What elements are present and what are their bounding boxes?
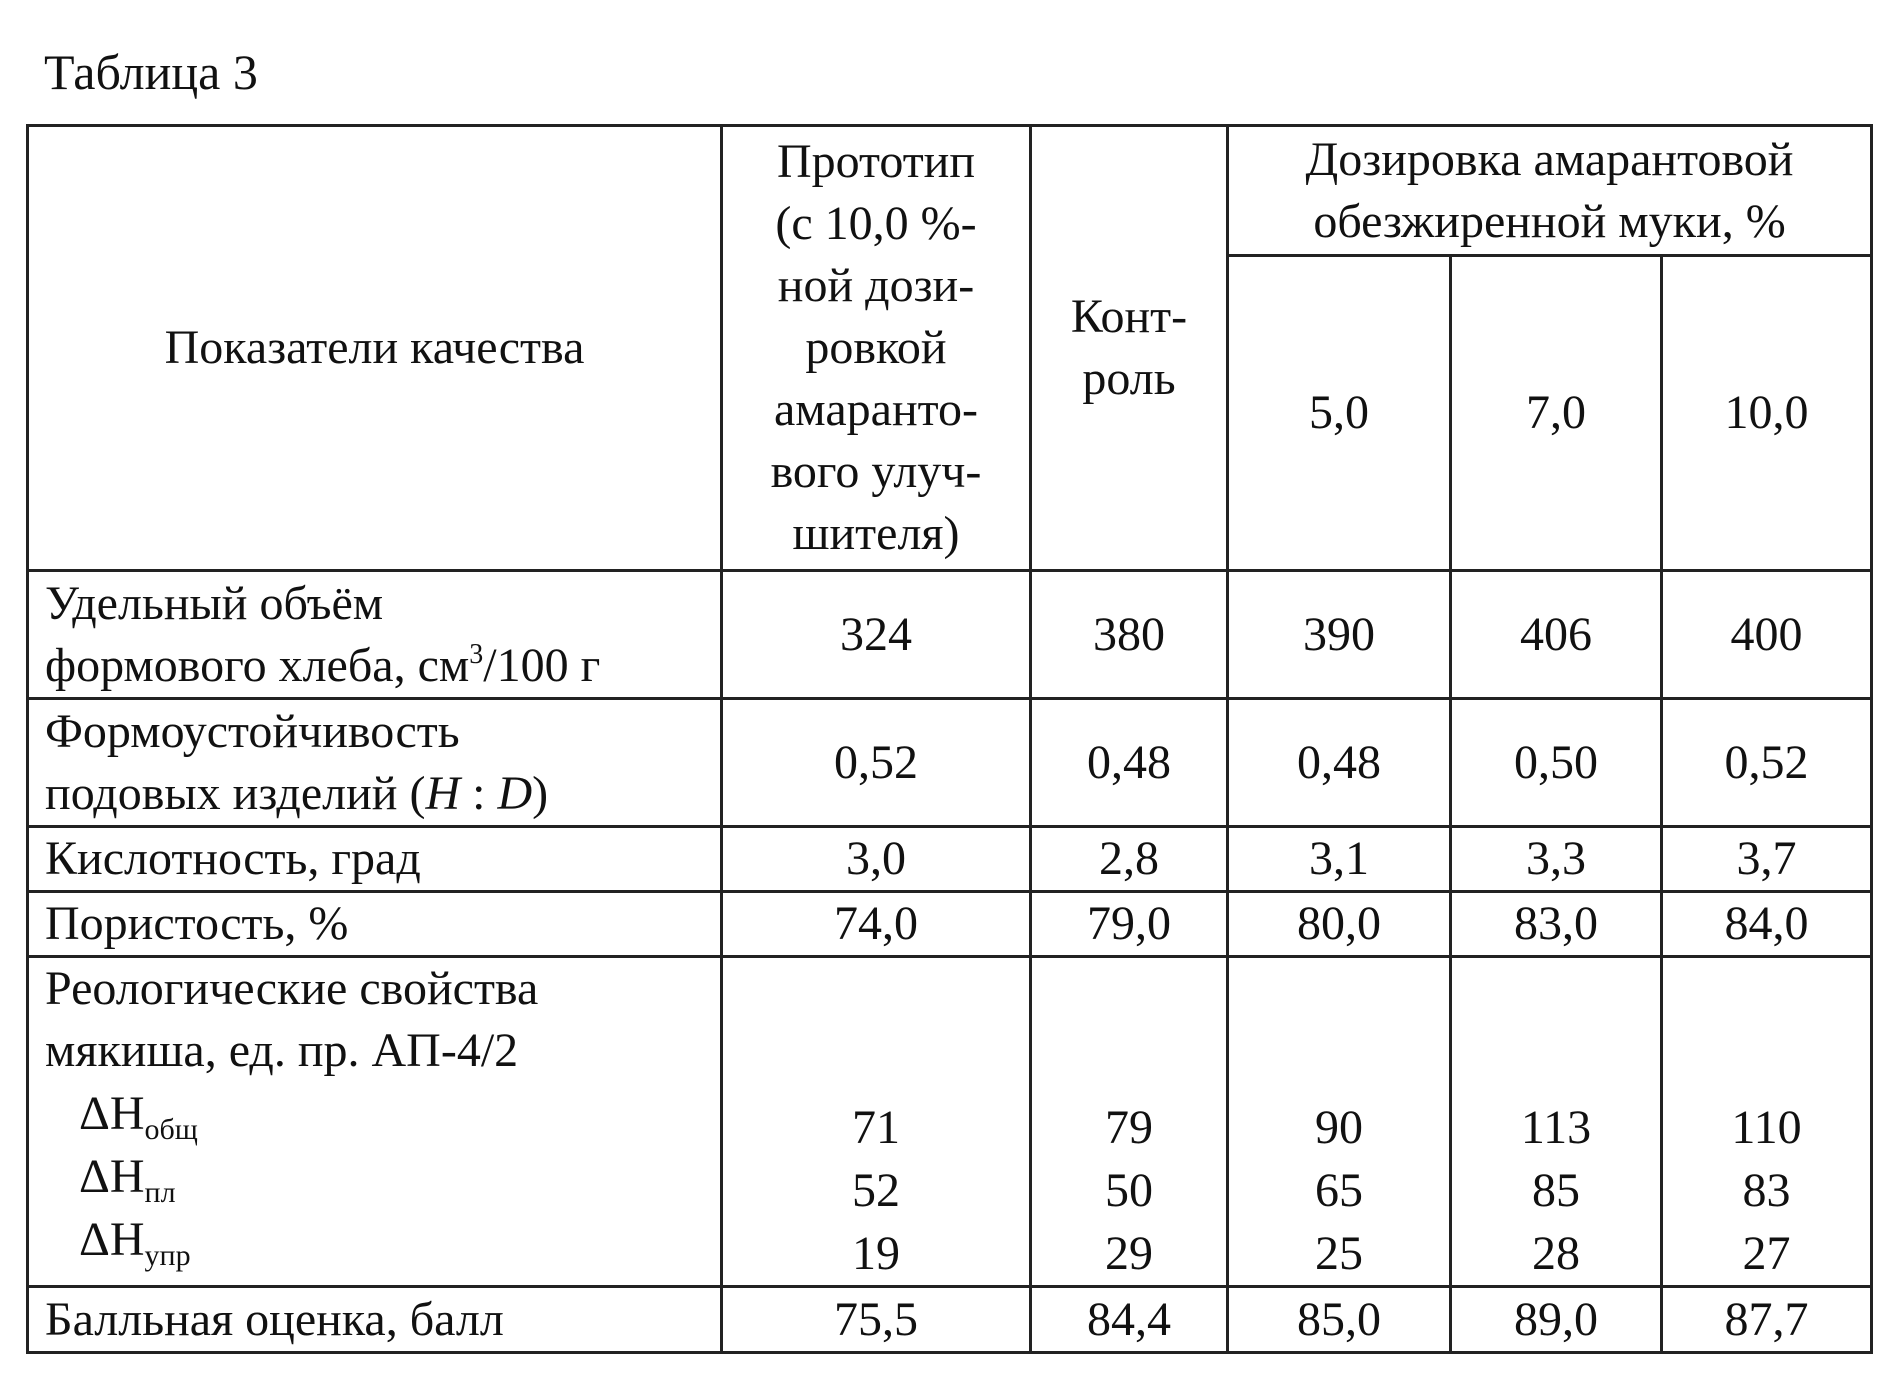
cell-value: 90: [1315, 1101, 1363, 1154]
header-prototype-line: шителя): [792, 507, 960, 560]
rheology-values-5: [1228, 957, 1451, 1287]
row-label-porosity: Пористость, %: [28, 892, 722, 957]
header-dosage-5: 5,0: [1228, 256, 1451, 571]
header-prototype-line: ровкой: [805, 321, 947, 374]
table-row: [28, 892, 1872, 957]
symbol-subscript: пл: [144, 1176, 176, 1209]
row-label-score: Балльная оценка, балл: [28, 1287, 722, 1353]
label-superscript: 3: [469, 638, 484, 670]
cell-value: 390: [1228, 571, 1451, 699]
rheology-symbol: [45, 1145, 712, 1208]
row-label-line: мякиша, ед. пр. АП-4/2: [45, 1024, 519, 1077]
row-label-line: [45, 635, 712, 697]
header-prototype-line: Прототип: [776, 135, 976, 188]
delta-h-symbol: ΔH: [79, 1087, 145, 1140]
cell-value: 75,5: [722, 1287, 1031, 1353]
cell-value: 25: [1315, 1227, 1363, 1280]
cell-value: 87,7: [1662, 1287, 1872, 1353]
cell-value: 28: [1532, 1227, 1580, 1280]
cell-value: 406: [1451, 571, 1662, 699]
label-italic: D: [497, 766, 533, 820]
label-italic: H: [425, 766, 461, 820]
cell-value: 27: [1742, 1227, 1791, 1280]
delta-h-symbol: ΔH: [79, 1213, 145, 1266]
cell-value: 3,1: [1228, 827, 1451, 892]
cell-value: 0,48: [1228, 699, 1451, 827]
cell-value: 84,0: [1662, 892, 1872, 957]
header-prototype: [722, 126, 1031, 571]
cell-value: 3,7: [1662, 827, 1872, 892]
cell-value: 50: [1105, 1164, 1153, 1217]
row-label-line: Реологические свойства: [45, 962, 539, 1015]
cell-value: 52: [852, 1164, 900, 1217]
rheology-values-control: [1031, 957, 1228, 1287]
rheology-symbol: [45, 1082, 712, 1145]
rheology-values-10: [1662, 957, 1872, 1287]
table-row: [28, 571, 1872, 699]
cell-value: 110: [1731, 1101, 1802, 1154]
header-control: [1031, 126, 1228, 571]
header-control-line: роль: [1082, 352, 1176, 405]
table-row: [28, 827, 1872, 892]
symbol-subscript: упр: [144, 1239, 191, 1272]
label-text: формового хлеба, см: [45, 638, 470, 692]
cell-value: 84,4: [1031, 1287, 1228, 1353]
header-control-line: Конт-: [1070, 290, 1188, 343]
label-text: ): [532, 766, 549, 820]
cell-value: 83: [1742, 1164, 1791, 1217]
cell-value: 71: [852, 1101, 900, 1154]
table-caption: Таблица 3: [44, 44, 258, 100]
cell-value: 400: [1662, 571, 1872, 699]
cell-value: 0,52: [722, 699, 1031, 827]
cell-value: 74,0: [722, 892, 1031, 957]
cell-value: 80,0: [1228, 892, 1451, 957]
label-text: :: [460, 766, 498, 820]
header-row-1: [28, 126, 1872, 256]
header-dosage-10: 10,0: [1662, 256, 1872, 571]
cell-value: 85,0: [1228, 1287, 1451, 1353]
cell-value: 83,0: [1451, 892, 1662, 957]
rheology-values-prototype: [722, 957, 1031, 1287]
header-prototype-line: (с 10,0 %-: [775, 197, 977, 250]
header-dosage-group: [1228, 126, 1872, 256]
cell-value: 19: [852, 1227, 900, 1280]
cell-value: 0,50: [1451, 699, 1662, 827]
cell-value: 79: [1105, 1101, 1153, 1154]
header-prototype-line: ной дози-: [777, 259, 975, 312]
cell-value: 85: [1532, 1164, 1580, 1217]
cell-value: 79,0: [1031, 892, 1228, 957]
cell-value: 3,0: [722, 827, 1031, 892]
header-prototype-line: амаранто-: [774, 383, 978, 436]
cell-value: 0,48: [1031, 699, 1228, 827]
header-dosage-line: Дозировка амарантовой: [1305, 132, 1794, 186]
delta-h-symbol: ΔH: [79, 1150, 145, 1203]
cell-value: 113: [1520, 1101, 1592, 1154]
row-label-form-stability: [28, 699, 722, 827]
table-row: [28, 957, 1872, 1287]
cell-value: 324: [722, 571, 1031, 699]
cell-value: 0,52: [1662, 699, 1872, 827]
row-label-rheology: [28, 957, 722, 1287]
table-row: [28, 699, 1872, 827]
row-label-acidity: Кислотность, град: [28, 827, 722, 892]
cell-value: 89,0: [1451, 1287, 1662, 1353]
row-label-line: Формоустойчивость: [45, 704, 460, 758]
cell-value: 2,8: [1031, 827, 1228, 892]
row-label-line: [45, 763, 712, 825]
rheology-symbol: [45, 1208, 712, 1271]
row-label-line: Удельный объём: [45, 576, 384, 630]
cell-value: 3,3: [1451, 827, 1662, 892]
cell-value: 380: [1031, 571, 1228, 699]
header-dosage-7: 7,0: [1451, 256, 1662, 571]
symbol-subscript: общ: [144, 1113, 198, 1146]
header-prototype-line: вого улуч-: [770, 445, 982, 498]
header-indicator: Показатели качества: [28, 126, 722, 571]
rheology-values-7: [1451, 957, 1662, 1287]
label-text: подовых изделий (: [45, 766, 426, 820]
cell-value: 29: [1105, 1227, 1153, 1280]
label-text: /100 г: [483, 638, 601, 692]
header-dosage-line: обезжиренной муки, %: [1313, 194, 1786, 248]
table-row: [28, 1287, 1872, 1353]
cell-value: 65: [1315, 1164, 1363, 1217]
quality-table: [26, 124, 1873, 1354]
row-label-volume: [28, 571, 722, 699]
